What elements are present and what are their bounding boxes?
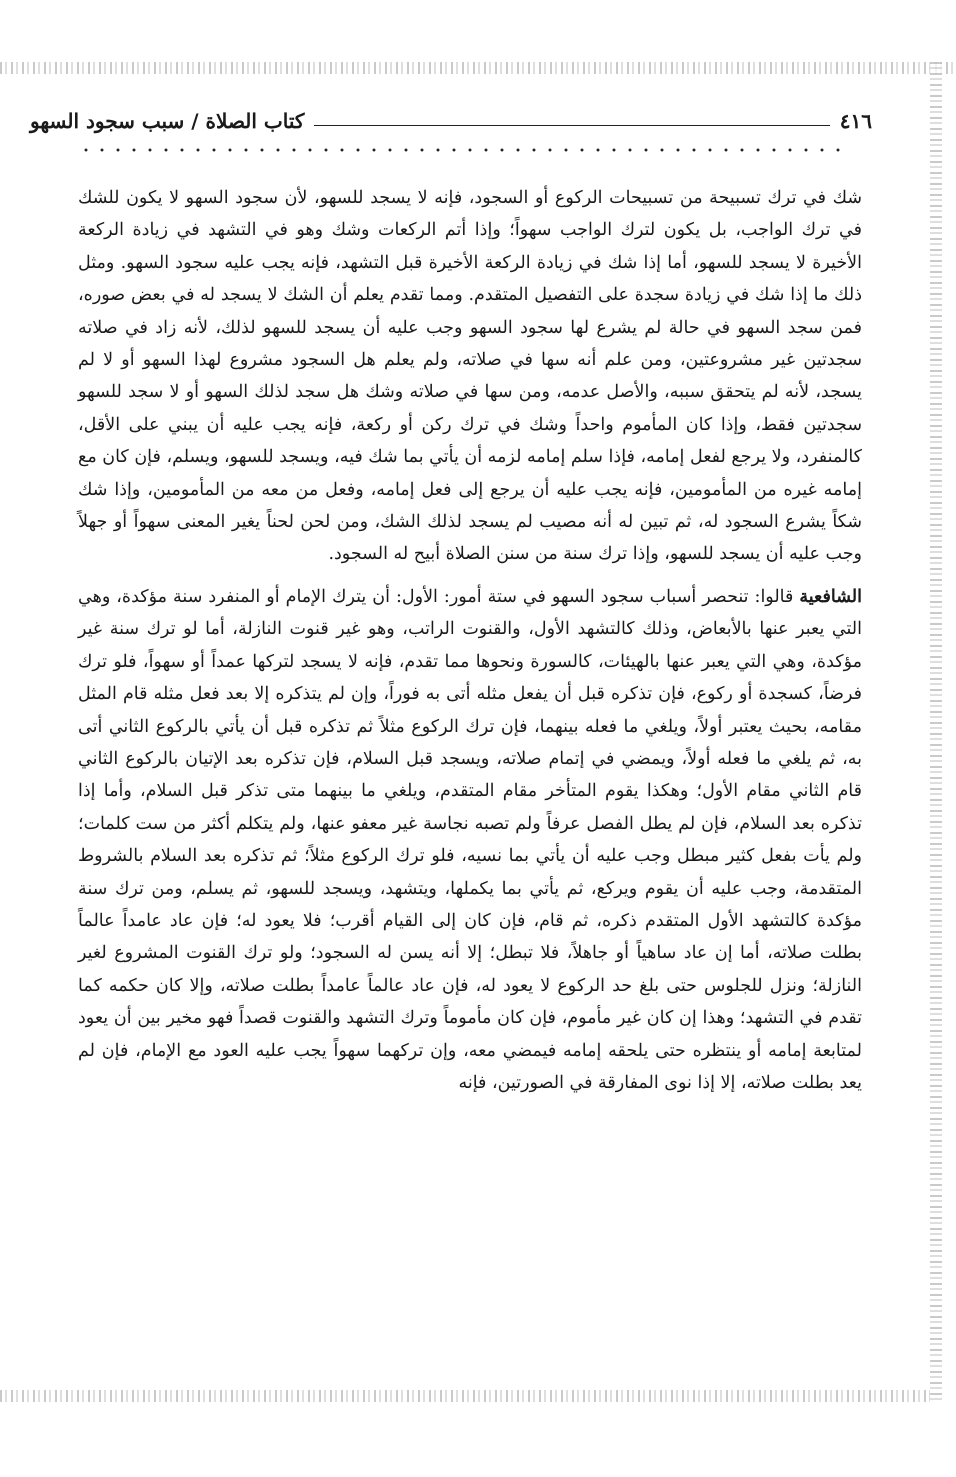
paragraph [78, 581, 862, 1100]
paragraph-text: قالوا: تنحصر أسباب سجود السهو في ستة أمور: الأول: أن يترك الإمام أو المنفرد سنة مؤكدة، وهي التي يعبر عنها بالأبعاض، وذلك كالتشهد الأول، والقنوت الراتب، وهو غير قنوت النازلة، أما لو ترك سنة غير مؤكدة، وهي التي يعبر عنها بالهيئات، كالسورة ونحوها مما تقدم، فإنه لا يسجد لتركها عمداً أو سهواً، فلو ترك فرضاً، كسجدة أو ركوع، فإن تذكره قبل أن يفعل مثله أتى به فوراً، وإن لم يتذكره إلا بعد فعل مثله قام المثل مقامه، بحيث يعتبر أولاً، ويلغي ما فعله بينهما، فإن ترك الركوع مثلاً ثم تذكره قبل أن يأتي بالركوع الثاني أتى به، ثم يلغي ما فعله أولاً، ويمضي في إتمام صلاته، ويسجد قبل السلام، فإن تذكره بعد الإتيان بالركوع الثاني قام الثاني مقام الأول؛ وهكذا يقوم المتأخر مقام المتقدم، ويلغي ما بينهما متى تذكر قبل السلام، وأما إذا تذكره بعد السلام، فإن لم يطل الفصل عرفاً ولم تصبه نجاسة غير معفو عنها، ولم يتكلم أكثر من ست كلمات؛ ولم يأت بفعل كثير مبطل وجب عليه أن يأتي بما نسيه، فلو ترك الركوع مثلاً؛ ثم تذكره بعد السلام بالشروط المتقدمة، وجب عليه أن يقوم ويركع، ثم يأتي بما يكملها، ويتشهد، ويسجد للسهو، ثم يسلم، ومن ترك سنة مؤكدة كالتشهد الأول المتقدم ذكره، ثم قام، فإن كان إلى القيام أقرب؛ فلا يعود له؛ فإن عاد عامداً عالماً بطلت صلاته، أما إن عاد ساهياً أو جاهلاً، فلا تبطل؛ إلا أنه يسن له السجود؛ ولو ترك القنوت المشروع لغير النازلة؛ ونزل للجلوس حتى بلغ حد الركوع لا يعود له، فإن عاد عالماً عامداً بطلت صلاته، وإلا كان حكمه كما تقدم في التشهد؛ وهذا إن كان غير مأموم، فإن كان مأموماً وترك التشهد والقنوت قصداً فهو مخير بين أن يعود لمتابعة إمامه أو ينتظره حتى يلحقه إمامه فيمضي معه، وإن تركهما سهواً يجب عليه العود مع الإمام، فإن لم يعد بطلت صلاته، إلا إذا نوى المفارقة في الصورتين، فإنه [78, 586, 862, 1093]
dotted-divider [78, 147, 848, 153]
page-number: ٤١٦ [839, 109, 872, 133]
section-lead: الشافعية [799, 586, 862, 607]
paragraph [78, 182, 862, 571]
running-title: كتاب الصلاة / سبب سجود السهو [30, 109, 305, 133]
header-rule [314, 125, 829, 126]
page-header [30, 104, 872, 138]
paragraph-text: شك في ترك تسبيحة من تسبيحات الركوع أو السجود، فإنه لا يسجد للسهو، لأن سجود السهو لا يكون للشك في ترك الواجب، بل يكون لترك الواجب سهواً؛ وإذا أتم الركعات وشك وهو في التشهد في زيادة الركعة الأخيرة لا يسجد للسهو، أما إذا شك في زيادة الركعة الأخيرة قبل التشهد، فإنه يجب عليه سجود السهو. ومثل ذلك ما إذا شك في زيادة سجدة على التفصيل المتقدم. ومما تقدم يعلم أن الشك لا يسجد له في بعض صوره، فمن سجد السهو في حالة لم يشرع لها سجود السهو وجب عليه أن يسجد للسهو لذلك، لأنه زاد في صلاته سجدتين غير مشروعتين، ومن علم أنه سها في صلاته، ولم يعلم هل السجود مشروع لهذا السهو أو لا لم يسجد، لأنه لم يتحقق سببه، والأصل عدمه، ومن سها في صلاته وشك هل سجد لذلك السهو أو لا سجد للسهو سجدتين فقط، وإذا كان المأموم واحداً وشك في ترك ركن أو ركعة، فإنه يجب عليه أن يبني على الأقل، كالمنفرد، ولا يرجع لفعل إمامه، فإذا سلم إمامه لزمه أن يأتي بما شك فيه، ويسجد للسهو، ويسلم، فإن كان مع إمامه غيره من المأمومين، فإنه يجب عليه أن يرجع إلى فعل إمامه، وفعل من معه من المأمومين، وإذا شك شكاً يشرع السجود له، ثم تبين له أنه مصيب لم يسجد لذلك الشك، ومن لحن لحناً يغير المعنى سهواً أو جهلاً وجب عليه أن يسجد للسهو، وإذا ترك سنة من سنن الصلاة أبيح له السجود. [78, 188, 863, 565]
ornamental-border-bottom [0, 1390, 930, 1402]
page-body [78, 182, 862, 1099]
ornamental-border-top [0, 62, 956, 74]
ornamental-border-right [930, 62, 942, 1402]
